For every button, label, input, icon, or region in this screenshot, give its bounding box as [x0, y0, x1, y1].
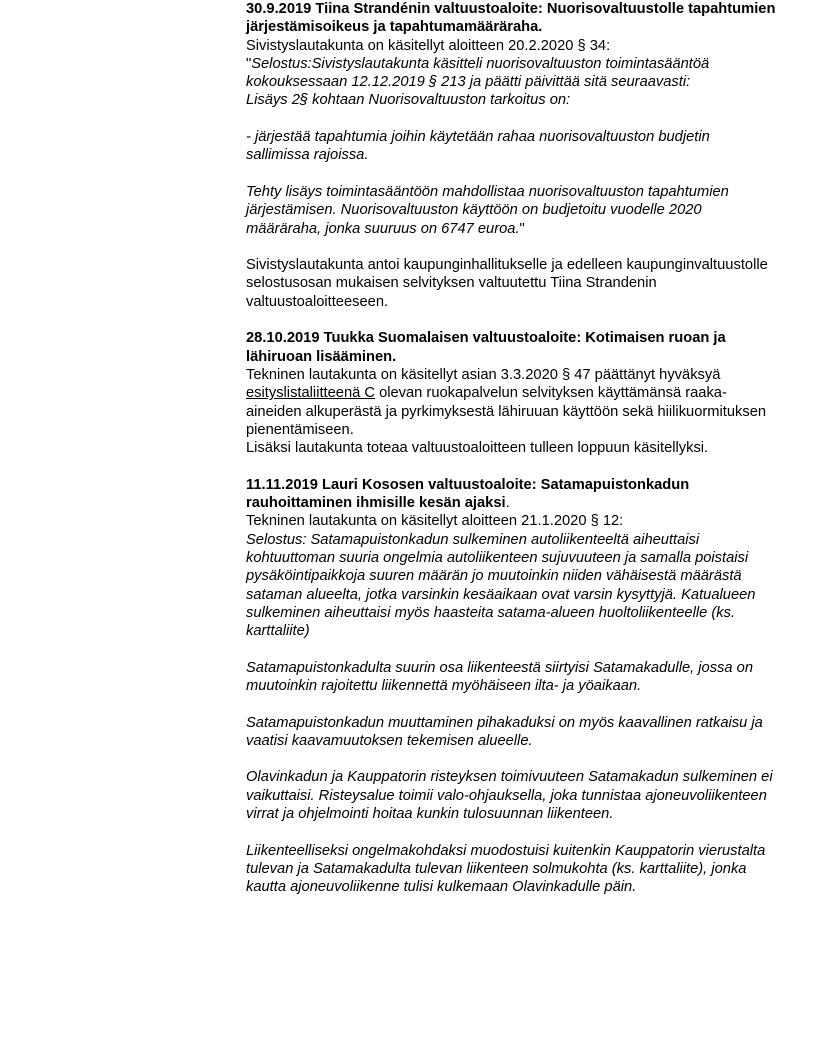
statement-paragraph: Satamapuistonkadulta suurin osa liikenteestä siirtyisi Satamakadulle, jossa on muutoinkin rajoitettu liikennettä myöhäiseen ilta- ja yöaikaan. [246, 659, 758, 694]
quoted-statement [246, 55, 776, 92]
paragraph-spacer [246, 640, 776, 658]
entry-heading: 28.10.2019 Tuukka Suomalaisen valtuustoaloite: Kotimaisen ruoan ja lähiruoan lisääminen. [246, 330, 726, 365]
entry-intro: Sivistyslautakunta on käsitellyt aloitteen 20.2.2020 § 34: [246, 37, 611, 54]
decision-text: olevan ruokapalvelun selvityksen käyttämänsä raaka-aineiden alkuperästä ja pyrkimyksestä lähiruuan käyttöön sekä hiilikuormituksen pienentämiseen. [246, 385, 771, 438]
paragraph-spacer [246, 165, 776, 183]
statement-paragraph: Selostus: Satamapuistonkadun sulkeminen autoliikenteeltä aiheuttaisi kohtuuttoman suuria ongelmia autoliikenteen sujuvuuteen ja samalla poistaisi pysäköintipaikkoja suuren määrän jo muutoinkin niiden vähäisestä määrästä sataman alueelta, jotka varsinkin kesäaikaan ovat varsin kysyttyjä. Katualueen sulkeminen aiheuttaisi myös haasteita satama-alueen huoltoliikenteelle (ks. karttaliite) [246, 531, 760, 640]
statement-paragraph: Olavinkadun ja Kauppatorin risteyksen toimivuuteen Satamakadun sulkeminen ei vaikuttaisi. Risteysalue toimii valo-ohjauksella, joka tunnistaa ajoneuvoliikenteen virrat ja ohjelmointi hoitaa kunkin tulosuunnan liikenteen. [246, 769, 777, 823]
paragraph-spacer [246, 750, 776, 768]
initiative-entry-kosonen [246, 476, 776, 897]
quote-mark-open: " [246, 55, 252, 72]
paragraph-spacer [246, 695, 776, 713]
statement-paragraph: Selostus:Sivistyslautakunta käsitteli nuorisovaltuuston toimintasääntöä kokouksessaan 12.12.2019 § 213 ja päätti päivittää sitä seuraavasti: [246, 55, 714, 91]
initiative-entry-strandén [246, 0, 776, 311]
document-page [246, 0, 776, 915]
quoted-statement-end [246, 183, 776, 238]
quote-mark-close: " [519, 220, 525, 237]
heading-suffix: . [505, 495, 510, 512]
paragraph-spacer [246, 110, 776, 128]
paragraph-spacer [246, 823, 776, 841]
entry-heading-text: 11.11.2019 Lauri Kososen valtuustoaloite: Satamapuistonkadun rauhoittaminen ihmisille kesän ajaksi [246, 476, 690, 512]
entry-closing: Lisäksi lautakunta toteaa valtuustoaloitteen tulleen loppuun käsitellyksi. [246, 440, 709, 457]
statement-paragraph: - järjestää tapahtumia joihin käytetään rahaa nuorisovaltuuston budjetin sallimissa rajoissa. [246, 129, 714, 164]
entry-decision: Sivistyslautakunta antoi kaupunginhallitukselle ja edelleen kaupunginvaltuustolle selostusosan mukaisen selvityksen valtuutettu Tiina Strandenin valtuustoaloitteeseen. [246, 257, 772, 310]
decision-text: Tekninen lautakunta on käsitellyt asian 3.3.2020 § 47 päättänyt hyväksyä [246, 366, 725, 383]
attachment-link[interactable]: esityslistaliitteenä C [246, 385, 375, 402]
statement-paragraph: Liikenteelliseksi ongelmakohdaksi muodostuisi kuitenkin Kauppatorin vierustalta tulevan ja Satamakadulta tulevan liikenteen solmukohta (ks. karttaliite), jonka kautta ajoneuvoliikenne tulisi kulkemaan Olavinkadulle päin. [246, 842, 770, 896]
entry-decision [246, 366, 776, 439]
initiative-entry-suomalainen [246, 329, 776, 457]
entry-heading: 30.9.2019 Tiina Strandénin valtuustoaloite: Nuorisovaltuustolle tapahtumien järjestämisoikeus ja tapahtumamääräraha. [246, 1, 776, 36]
entry-intro: Tekninen lautakunta on käsitellyt aloitteen 21.1.2020 § 12: [246, 513, 624, 530]
entry-heading [246, 476, 776, 513]
statement-paragraph: Lisäys 2§ kohtaan Nuorisovaltuuston tarkoitus on: [246, 92, 571, 109]
paragraph-spacer [246, 238, 776, 256]
statement-paragraph: Satamapuistonkadun muuttaminen pihakaduksi on myös kaavallinen ratkaisu ja vaatisi kaavamuutoksen tekemisen alueelle. [246, 714, 767, 749]
statement-paragraph: Tehty lisäys toimintasääntöön mahdollistaa nuorisovaltuuston tapahtumien järjestämisen. Nuorisovaltuuston käyttöön on budjetoitu vuodelle 2020 määräraha, jonka suuruus on 6747 euroa. [246, 183, 733, 237]
